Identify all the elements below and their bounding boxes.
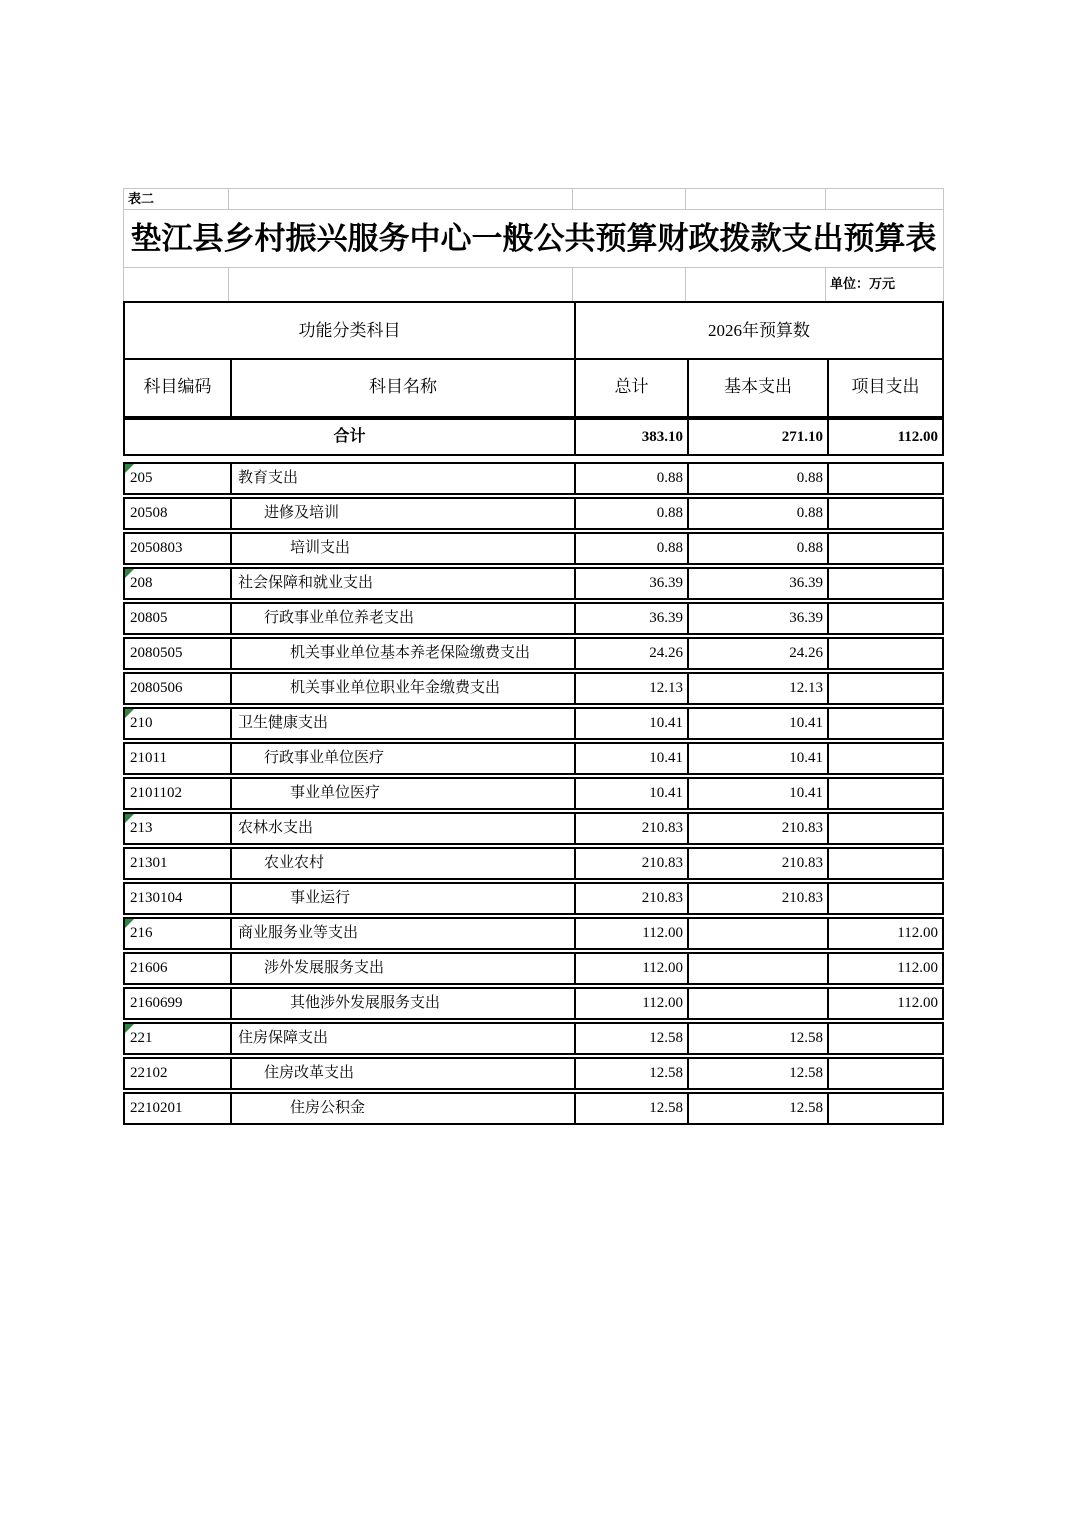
- empty-cell[interactable]: [229, 268, 573, 301]
- cell-code[interactable]: [125, 499, 230, 528]
- cell-project[interactable]: [827, 674, 942, 703]
- cell-code[interactable]: [125, 989, 230, 1018]
- cell-code[interactable]: [125, 814, 230, 843]
- table-body: [123, 462, 944, 1125]
- cell-basic[interactable]: [687, 989, 827, 1018]
- cell-code[interactable]: [125, 744, 230, 773]
- empty-cell[interactable]: [826, 189, 943, 209]
- cell-total[interactable]: 24.26: [574, 639, 687, 668]
- cell-project[interactable]: [827, 814, 942, 843]
- grand-total-total[interactable]: 383.10: [574, 420, 687, 454]
- table-row: [123, 532, 944, 565]
- cell-code[interactable]: [125, 1024, 230, 1053]
- cell-code[interactable]: [125, 1094, 230, 1123]
- cell-name[interactable]: [230, 989, 574, 1018]
- cell-total[interactable]: 112.00: [574, 989, 687, 1018]
- cell-code[interactable]: [125, 534, 230, 563]
- cell-code[interactable]: [125, 604, 230, 633]
- cell-flag-triangle-icon: [125, 814, 134, 823]
- cell-project[interactable]: [827, 849, 942, 878]
- cell-total[interactable]: 0.88: [574, 534, 687, 563]
- cell-name[interactable]: [230, 464, 574, 493]
- grand-total-basic[interactable]: 271.10: [687, 420, 827, 454]
- column-header-code[interactable]: 科目编码: [143, 377, 212, 396]
- cell-name[interactable]: [230, 639, 574, 668]
- cell-basic[interactable]: 12.58: [687, 1059, 827, 1088]
- code-text: 221: [130, 1030, 153, 1046]
- cell-basic[interactable]: 12.13: [687, 674, 827, 703]
- cell-name[interactable]: [230, 919, 574, 948]
- cell-name[interactable]: [230, 779, 574, 808]
- cell-total[interactable]: 10.41: [574, 744, 687, 773]
- table-row: [123, 952, 944, 985]
- table-row: [123, 602, 944, 635]
- cell-name[interactable]: [230, 814, 574, 843]
- cell-total[interactable]: 12.58: [574, 1024, 687, 1053]
- header-columns-row: [125, 358, 942, 416]
- cell-basic[interactable]: 36.39: [687, 569, 827, 598]
- cell-basic[interactable]: 10.41: [687, 709, 827, 738]
- cell-flag-triangle-icon: [125, 464, 134, 473]
- code-text: 208: [130, 575, 153, 591]
- cell-basic[interactable]: 210.83: [687, 814, 827, 843]
- cell-basic[interactable]: 0.88: [687, 464, 827, 493]
- code-text: 21606: [130, 960, 168, 976]
- table-row: [123, 987, 944, 1020]
- code-text: 216: [130, 925, 153, 941]
- name-text: 进修及培训: [264, 505, 340, 521]
- name-text: 农林水支出: [238, 820, 314, 836]
- cell-name[interactable]: [230, 884, 574, 913]
- cell-basic[interactable]: 210.83: [687, 849, 827, 878]
- cell-project[interactable]: [827, 464, 942, 493]
- empty-cell[interactable]: [573, 189, 686, 209]
- header-function-classification[interactable]: 功能分类科目: [298, 321, 401, 340]
- sheet-tag-row: [123, 188, 944, 210]
- table-row: [123, 882, 944, 915]
- code-text: 2080505: [130, 645, 183, 661]
- name-text: 培训支出: [290, 540, 351, 556]
- name-text: 住房保障支出: [238, 1030, 329, 1046]
- table-row: [123, 1057, 944, 1090]
- unit-row: [123, 268, 944, 301]
- empty-cell[interactable]: [124, 268, 229, 301]
- name-text: 行政事业单位医疗: [264, 750, 385, 766]
- name-text: 事业单位医疗: [290, 785, 381, 801]
- cell-project[interactable]: [827, 1059, 942, 1088]
- code-text: 20508: [130, 505, 168, 521]
- cell-code[interactable]: [125, 1059, 230, 1088]
- cell-total[interactable]: 10.41: [574, 709, 687, 738]
- cell-name[interactable]: [230, 499, 574, 528]
- cell-total[interactable]: 112.00: [574, 919, 687, 948]
- cell-flag-triangle-icon: [125, 1024, 134, 1033]
- empty-cell[interactable]: [573, 268, 686, 301]
- cell-total[interactable]: 12.13: [574, 674, 687, 703]
- cell-code[interactable]: [125, 674, 230, 703]
- name-text: 教育支出: [238, 470, 299, 486]
- cell-code[interactable]: [125, 569, 230, 598]
- cell-code[interactable]: [125, 919, 230, 948]
- cell-project[interactable]: 112.00: [827, 954, 942, 983]
- cell-basic[interactable]: 10.41: [687, 744, 827, 773]
- code-text: 2130104: [130, 890, 183, 906]
- code-text: 2160699: [130, 995, 183, 1011]
- name-text: 住房公积金: [290, 1100, 366, 1116]
- cell-basic[interactable]: 24.26: [687, 639, 827, 668]
- cell-basic[interactable]: 12.58: [687, 1024, 827, 1053]
- cell-total[interactable]: 0.88: [574, 464, 687, 493]
- name-text: 机关事业单位基本养老保险缴费支出: [290, 645, 531, 661]
- name-text: 事业运行: [290, 890, 351, 906]
- cell-total[interactable]: 210.83: [574, 814, 687, 843]
- empty-cell[interactable]: [686, 189, 826, 209]
- table-row: [123, 742, 944, 775]
- cell-project[interactable]: [827, 499, 942, 528]
- name-text: 行政事业单位养老支出: [264, 610, 415, 626]
- cell-basic[interactable]: 0.88: [687, 534, 827, 563]
- cell-name[interactable]: [230, 534, 574, 563]
- table-row: [123, 707, 944, 740]
- cell-total[interactable]: 36.39: [574, 604, 687, 633]
- cell-total[interactable]: 36.39: [574, 569, 687, 598]
- cell-total[interactable]: 0.88: [574, 499, 687, 528]
- table-row: [123, 812, 944, 845]
- table-tag-cell[interactable]: [124, 189, 229, 209]
- cell-basic[interactable]: 36.39: [687, 604, 827, 633]
- table-row: [123, 1022, 944, 1055]
- name-text: 涉外发展服务支出: [264, 960, 385, 976]
- code-text: 21301: [130, 855, 168, 871]
- code-text: 20805: [130, 610, 168, 626]
- code-text: 22102: [130, 1065, 168, 1081]
- cell-project[interactable]: [827, 779, 942, 808]
- column-header-name[interactable]: 科目名称: [230, 360, 574, 416]
- cell-total[interactable]: 12.58: [574, 1059, 687, 1088]
- header-budget-year[interactable]: 2026年预算数: [574, 303, 942, 358]
- name-text: 商业服务业等支出: [238, 925, 359, 941]
- cell-project[interactable]: [827, 709, 942, 738]
- cell-code[interactable]: [125, 849, 230, 878]
- code-text: 210: [130, 715, 153, 731]
- cell-project[interactable]: 112.00: [827, 919, 942, 948]
- cell-basic[interactable]: 12.58: [687, 1094, 827, 1123]
- cell-project[interactable]: [827, 1094, 942, 1123]
- table-row: [123, 917, 944, 950]
- name-text: 住房改革支出: [264, 1065, 355, 1081]
- name-text: 卫生健康支出: [238, 715, 329, 731]
- table-row: [123, 847, 944, 880]
- name-text: 其他涉外发展服务支出: [290, 995, 441, 1011]
- cell-total[interactable]: 10.41: [574, 779, 687, 808]
- unit-note-cell[interactable]: [826, 268, 943, 301]
- cell-name[interactable]: [230, 1059, 574, 1088]
- code-text: 2050803: [130, 540, 183, 556]
- cell-name[interactable]: [230, 744, 574, 773]
- grand-total-project[interactable]: 112.00: [827, 420, 942, 454]
- table-header: [123, 301, 944, 418]
- cell-name[interactable]: [230, 709, 574, 738]
- cell-basic[interactable]: [687, 919, 827, 948]
- cell-project[interactable]: [827, 1024, 942, 1053]
- cell-project[interactable]: [827, 604, 942, 633]
- code-text: 2101102: [130, 785, 182, 801]
- column-header-project[interactable]: 项目支出: [827, 360, 942, 416]
- cell-flag-triangle-icon: [125, 709, 134, 718]
- code-text: 2080506: [130, 680, 183, 696]
- cell-total[interactable]: 210.83: [574, 884, 687, 913]
- table-row: [123, 672, 944, 705]
- cell-total[interactable]: 210.83: [574, 849, 687, 878]
- cell-name[interactable]: [230, 954, 574, 983]
- empty-cell[interactable]: [229, 189, 573, 209]
- cell-name[interactable]: [230, 674, 574, 703]
- table-row: [123, 777, 944, 810]
- cell-code[interactable]: [125, 954, 230, 983]
- header-group-row: [125, 303, 942, 358]
- cell-project[interactable]: [827, 534, 942, 563]
- cell-total[interactable]: 12.58: [574, 1094, 687, 1123]
- table-row: [123, 637, 944, 670]
- cell-name[interactable]: [230, 604, 574, 633]
- cell-basic[interactable]: 10.41: [687, 779, 827, 808]
- code-text: 21011: [130, 750, 167, 766]
- cell-code[interactable]: [125, 709, 230, 738]
- cell-name[interactable]: [230, 1094, 574, 1123]
- cell-code[interactable]: [125, 639, 230, 668]
- cell-name[interactable]: [230, 849, 574, 878]
- cell-total[interactable]: 112.00: [574, 954, 687, 983]
- cell-basic[interactable]: 0.88: [687, 499, 827, 528]
- cell-flag-triangle-icon: [125, 569, 134, 578]
- grand-total-label[interactable]: 合计: [333, 428, 366, 445]
- cell-code[interactable]: [125, 779, 230, 808]
- table-row: [123, 462, 944, 495]
- column-header-total[interactable]: 总计: [574, 360, 687, 416]
- code-text: 205: [130, 470, 153, 486]
- name-text: 机关事业单位职业年金缴费支出: [290, 680, 501, 696]
- cell-project[interactable]: [827, 569, 942, 598]
- table-row: [123, 497, 944, 530]
- code-text: 213: [130, 820, 153, 836]
- cell-project[interactable]: 112.00: [827, 989, 942, 1018]
- cell-name[interactable]: [230, 569, 574, 598]
- name-text: 农业农村: [264, 855, 325, 871]
- cell-basic[interactable]: [687, 954, 827, 983]
- cell-flag-triangle-icon: [125, 919, 134, 928]
- cell-project[interactable]: [827, 884, 942, 913]
- budget-sheet: [123, 188, 944, 1127]
- cell-code[interactable]: [125, 884, 230, 913]
- unit-note: 单位：万元: [830, 276, 896, 291]
- title-row: [123, 210, 944, 268]
- empty-cell[interactable]: [686, 268, 826, 301]
- code-text: 2210201: [130, 1100, 183, 1116]
- grand-total-row: [123, 418, 944, 456]
- table-row: [123, 567, 944, 600]
- cell-name[interactable]: [230, 1024, 574, 1053]
- cell-basic[interactable]: 210.83: [687, 884, 827, 913]
- cell-project[interactable]: [827, 744, 942, 773]
- table-tag: 表二: [128, 191, 155, 206]
- cell-project[interactable]: [827, 639, 942, 668]
- page-title: 垫江县乡村振兴服务中心一般公共预算财政拨款支出预算表: [130, 221, 937, 256]
- table-row: [123, 1092, 944, 1125]
- column-header-basic[interactable]: 基本支出: [687, 360, 827, 416]
- cell-code[interactable]: [125, 464, 230, 493]
- name-text: 社会保障和就业支出: [238, 575, 374, 591]
